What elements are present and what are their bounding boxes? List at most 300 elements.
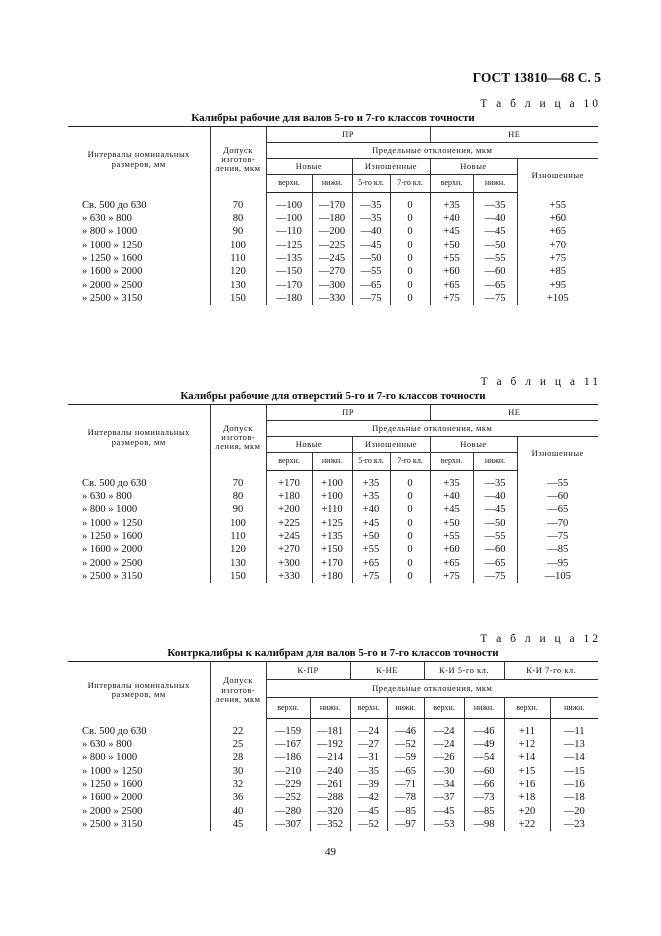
header-upper: верхн. — [350, 698, 387, 719]
table-cell: +15 — [504, 765, 550, 778]
table-cell: —75 — [473, 570, 517, 583]
table-cell: +20 — [504, 805, 550, 818]
header-worn: Изношенные — [352, 159, 430, 175]
header-tolerance: Допуск изготовления, мкм — [210, 662, 266, 719]
table-cell: —40 — [352, 226, 390, 239]
table-cell: 0 — [390, 212, 430, 225]
table-cell: +245 — [266, 530, 312, 543]
table-cell: 0 — [390, 570, 430, 583]
table-cell: —34 — [424, 778, 464, 791]
table-cell: 28 — [210, 752, 266, 765]
table-cell: +35 — [430, 193, 473, 213]
table-cell: +135 — [312, 530, 352, 543]
table-label: Т а б л и ц а 10 — [480, 98, 601, 110]
table-row — [68, 791, 598, 804]
table-cell: +60 — [549, 213, 566, 225]
table-cell: —73 — [464, 791, 504, 804]
data-table — [68, 404, 598, 583]
table-cell: —252 — [266, 791, 310, 804]
table-cell: —18 — [563, 792, 585, 804]
header-lower: нижн. — [310, 698, 350, 719]
table-body — [68, 471, 598, 584]
row-interval: » 1600 » 2000 — [68, 543, 210, 556]
table-cell: —52 — [387, 738, 424, 751]
table-cell: +100 — [312, 490, 352, 503]
header-deviations: Предельные отклонения, мкм — [266, 680, 598, 698]
table-cell: —13 — [563, 739, 585, 751]
table-cell: —150 — [266, 265, 312, 278]
table-cell: —300 — [312, 279, 352, 292]
table-cell: 0 — [390, 557, 430, 570]
header-deviations: Предельные отклонения, мкм — [266, 143, 598, 159]
table-cell: —50 — [473, 517, 517, 530]
table-cell: —42 — [350, 791, 387, 804]
header-new: Новые — [430, 437, 517, 453]
table-cell: 0 — [390, 530, 430, 543]
table-cell: —39 — [350, 778, 387, 791]
table-cell: 120 — [210, 543, 266, 556]
table-body — [68, 193, 598, 306]
header-new: Новые — [430, 159, 517, 175]
row-interval: » 800 » 1000 — [68, 504, 210, 517]
data-table — [68, 661, 598, 831]
table-cell: 0 — [390, 292, 430, 305]
header-upper: верхн. — [266, 453, 312, 471]
table-cell: —181 — [310, 719, 350, 739]
table-cell: —320 — [310, 805, 350, 818]
table-row — [68, 557, 598, 570]
table-cell: 100 — [210, 239, 266, 252]
table-cell: 110 — [210, 252, 266, 265]
table-title: Калибры рабочие для валов 5-го и 7-го классов точности — [191, 112, 475, 124]
table-cell: —60 — [464, 765, 504, 778]
header-upper: верхн. — [430, 453, 473, 471]
table-row — [68, 805, 598, 818]
table-cell: +55 — [430, 530, 473, 543]
table-cell: 120 — [210, 265, 266, 278]
table-row — [68, 212, 598, 225]
table-cell: +40 — [430, 490, 473, 503]
table-cell: 0 — [390, 226, 430, 239]
table-cell: 80 — [210, 212, 266, 225]
group-header: НЕ — [430, 405, 598, 421]
header-intervals: Интервалы номинальных размеров, мм — [68, 405, 210, 471]
table-cell: 70 — [210, 193, 266, 213]
table-cell: —75 — [352, 292, 390, 305]
table-cell: +45 — [430, 504, 473, 517]
table-cell: +50 — [352, 530, 390, 543]
table-cell: +45 — [430, 226, 473, 239]
data-table — [68, 126, 598, 305]
table-cell: +22 — [504, 818, 550, 831]
table-cell: —65 — [387, 765, 424, 778]
table-cell: 32 — [210, 778, 266, 791]
table-cell: —45 — [352, 239, 390, 252]
table-cell: 90 — [210, 226, 266, 239]
table-cell: —50 — [352, 252, 390, 265]
table-cell: —229 — [266, 778, 310, 791]
header-worn: Изношенные — [531, 448, 584, 459]
table-cell: +180 — [266, 490, 312, 503]
table-cell: —50 — [473, 239, 517, 252]
table-row — [68, 752, 598, 765]
header-upper: верхн. — [424, 698, 464, 719]
group-header: К-ПР — [266, 662, 350, 680]
table-cell: —125 — [266, 239, 312, 252]
table-cell: 22 — [210, 719, 266, 739]
header-class5: 5-го кл. — [352, 453, 390, 471]
header-new: Новые — [266, 159, 352, 175]
table-cell: —214 — [310, 752, 350, 765]
header-new: Новые — [266, 437, 352, 453]
table-cell: —60 — [473, 543, 517, 556]
header-upper: верхн. — [430, 175, 473, 193]
table-cell: +65 — [430, 557, 473, 570]
row-interval: » 800 » 1000 — [68, 226, 210, 239]
table-cell: —225 — [312, 239, 352, 252]
table-cell: 130 — [210, 279, 266, 292]
header-lower: нижн. — [473, 453, 517, 471]
table-cell: +270 — [266, 543, 312, 556]
table-cell: —280 — [266, 805, 310, 818]
table-cell: +100 — [312, 471, 352, 491]
table-cell: +11 — [504, 719, 550, 739]
table-cell: —55 — [473, 252, 517, 265]
table-cell: —60 — [473, 265, 517, 278]
table-cell: 0 — [390, 193, 430, 213]
table-row — [68, 471, 598, 491]
table-cell: 30 — [210, 765, 266, 778]
table-label: Т а б л и ц а 12 — [480, 633, 601, 645]
table-cell: —270 — [312, 265, 352, 278]
table-cell: —30 — [424, 765, 464, 778]
table-cell: —97 — [387, 818, 424, 831]
table-cell: +170 — [266, 471, 312, 491]
table-cell: 80 — [210, 490, 266, 503]
table-cell: —352 — [310, 818, 350, 831]
header-lower: нижн. — [312, 175, 352, 193]
table-cell: +65 — [430, 279, 473, 292]
table-cell: —100 — [266, 193, 312, 213]
table-cell: +55 — [549, 199, 566, 211]
table-cell: +65 — [549, 226, 566, 238]
table-row — [68, 239, 598, 252]
table-cell: +16 — [504, 778, 550, 791]
table-cell: 110 — [210, 530, 266, 543]
table-cell: —70 — [547, 517, 569, 529]
table-cell: +170 — [312, 557, 352, 570]
table-cell: —35 — [473, 193, 517, 213]
table-cell: +35 — [352, 490, 390, 503]
table-cell: 0 — [390, 252, 430, 265]
table-cell: —35 — [352, 212, 390, 225]
table-cell: 25 — [210, 738, 266, 751]
table-row — [68, 818, 598, 831]
table-cell: 0 — [390, 504, 430, 517]
table-row — [68, 490, 598, 503]
table-row — [68, 193, 598, 213]
table-cell: +35 — [352, 471, 390, 491]
header-intervals: Интервалы номинальных размеров, мм — [68, 127, 210, 193]
table-cell: —85 — [387, 805, 424, 818]
table-cell: +50 — [430, 517, 473, 530]
table-cell: —98 — [464, 818, 504, 831]
table-cell: +180 — [312, 570, 352, 583]
table-cell: —167 — [266, 738, 310, 751]
table-cell: +95 — [549, 279, 566, 291]
row-interval: » 630 » 800 — [68, 738, 210, 751]
table-row — [68, 226, 598, 239]
table-cell: —105 — [544, 570, 571, 582]
table-cell: —16 — [563, 779, 585, 791]
table-cell: +150 — [312, 543, 352, 556]
table-cell: —40 — [473, 212, 517, 225]
row-interval: » 2000 » 2500 — [68, 279, 210, 292]
table-cell: +110 — [312, 504, 352, 517]
table-cell: +35 — [430, 471, 473, 491]
table-cell: —71 — [387, 778, 424, 791]
table-cell: —35 — [350, 765, 387, 778]
row-interval: » 1000 » 1250 — [68, 517, 210, 530]
table-cell: —37 — [424, 791, 464, 804]
table-cell: —78 — [387, 791, 424, 804]
table-title: Калибры рабочие для отверстий 5-го и 7-го классов точности — [180, 390, 486, 402]
header-class7: 7-го кл. — [390, 453, 430, 471]
table-cell: —180 — [266, 292, 312, 305]
header-tolerance: Допуск изготовления, мкм — [210, 127, 266, 193]
table-cell: —31 — [350, 752, 387, 765]
row-interval: Св. 500 до 630 — [68, 193, 210, 213]
table-cell: —26 — [424, 752, 464, 765]
row-interval: » 1250 » 1600 — [68, 252, 210, 265]
table-cell: —52 — [350, 818, 387, 831]
row-interval: » 1250 » 1600 — [68, 778, 210, 791]
table-row — [68, 292, 598, 305]
table-cell: —330 — [312, 292, 352, 305]
table-cell: —46 — [464, 719, 504, 739]
table-cell: —35 — [352, 193, 390, 213]
table-cell: 150 — [210, 292, 266, 305]
table-cell: —240 — [310, 765, 350, 778]
header-upper: верхн. — [266, 698, 310, 719]
header-upper: верхн. — [504, 698, 550, 719]
table-cell: —27 — [350, 738, 387, 751]
table-cell: 70 — [210, 471, 266, 491]
table-cell: 130 — [210, 557, 266, 570]
header-class7: 7-го кл. — [390, 175, 430, 193]
table-cell: 40 — [210, 805, 266, 818]
table-cell: —192 — [310, 738, 350, 751]
table-cell: —65 — [473, 557, 517, 570]
table-cell: 0 — [390, 265, 430, 278]
table-cell: 0 — [390, 517, 430, 530]
table-cell: +85 — [549, 266, 566, 278]
table-cell: —288 — [310, 791, 350, 804]
table-cell: +55 — [430, 252, 473, 265]
table-row — [68, 252, 598, 265]
table-cell: —170 — [312, 193, 352, 213]
table-row — [68, 719, 598, 739]
table-cell: —45 — [473, 226, 517, 239]
row-interval: » 1250 » 1600 — [68, 530, 210, 543]
row-interval: » 1000 » 1250 — [68, 765, 210, 778]
table-cell: —307 — [266, 818, 310, 831]
table-cell: —65 — [473, 279, 517, 292]
table-body — [68, 719, 598, 832]
table-cell: 0 — [390, 490, 430, 503]
table-cell: +14 — [504, 752, 550, 765]
table-cell: —55 — [352, 265, 390, 278]
row-interval: » 630 » 800 — [68, 490, 210, 503]
row-interval: » 1000 » 1250 — [68, 239, 210, 252]
table-cell: —135 — [266, 252, 312, 265]
header-lower: нижн. — [473, 175, 517, 193]
table-cell: 45 — [210, 818, 266, 831]
group-header: ПР — [266, 127, 430, 143]
table-cell: —20 — [563, 805, 585, 817]
group-header: ПР — [266, 405, 430, 421]
table-cell: —14 — [563, 752, 585, 764]
table-cell: +225 — [266, 517, 312, 530]
table-cell: —45 — [350, 805, 387, 818]
table-row — [68, 265, 598, 278]
table-cell: —23 — [563, 818, 585, 830]
header-class5: 5-го кл. — [352, 175, 390, 193]
table-cell: +300 — [266, 557, 312, 570]
row-interval: » 2500 » 3150 — [68, 818, 210, 831]
table-cell: —46 — [387, 719, 424, 739]
header-deviations: Предельные отклонения, мкм — [266, 421, 598, 437]
table-cell: 36 — [210, 791, 266, 804]
group-header: НЕ — [430, 127, 598, 143]
table-cell: —65 — [352, 279, 390, 292]
header-lower: нижн. — [464, 698, 504, 719]
header-lower: нижн. — [387, 698, 424, 719]
table-cell: —66 — [464, 778, 504, 791]
table-cell: —180 — [312, 212, 352, 225]
page-header: ГОСТ 13810—68 С. 5 — [472, 70, 601, 85]
table-cell: —261 — [310, 778, 350, 791]
table-cell: —59 — [387, 752, 424, 765]
table-cell: —200 — [312, 226, 352, 239]
table-cell: —245 — [312, 252, 352, 265]
row-interval: Св. 500 до 630 — [68, 719, 210, 739]
header-worn: Изношенные — [352, 437, 430, 453]
table-cell: —60 — [547, 491, 569, 503]
table-row — [68, 765, 598, 778]
table-cell: —45 — [424, 805, 464, 818]
header-tolerance: Допуск изготовления, мкм — [210, 405, 266, 471]
table-cell: +65 — [352, 557, 390, 570]
table-cell: —45 — [473, 504, 517, 517]
table-cell: —11 — [563, 725, 585, 737]
table-label: Т а б л и ц а 11 — [480, 376, 601, 388]
table-cell: —40 — [473, 490, 517, 503]
table-cell: —210 — [266, 765, 310, 778]
table-cell: +45 — [352, 517, 390, 530]
table-cell: —24 — [424, 719, 464, 739]
table-cell: +60 — [430, 543, 473, 556]
table-cell: 90 — [210, 504, 266, 517]
table-cell: +40 — [352, 504, 390, 517]
table-cell: —55 — [547, 477, 569, 489]
table-cell: +70 — [549, 239, 566, 251]
table-cell: —85 — [464, 805, 504, 818]
table-row — [68, 778, 598, 791]
table-cell: —24 — [424, 738, 464, 751]
table-cell: +60 — [430, 265, 473, 278]
table-title: Контркалибры к калибрам для валов 5-го и 7-го классов точности — [167, 647, 499, 659]
table-row — [68, 570, 598, 583]
table-row — [68, 504, 598, 517]
table-cell: +75 — [352, 570, 390, 583]
table-cell: —159 — [266, 719, 310, 739]
row-interval: » 2500 » 3150 — [68, 292, 210, 305]
table-cell: —75 — [473, 292, 517, 305]
table-cell: —186 — [266, 752, 310, 765]
table-cell: 0 — [390, 471, 430, 491]
header-worn: Изношенные — [531, 170, 584, 181]
table-cell: —54 — [464, 752, 504, 765]
table-row — [68, 738, 598, 751]
table-cell: 150 — [210, 570, 266, 583]
table-cell: +50 — [430, 239, 473, 252]
table-cell: —95 — [547, 557, 569, 569]
table-cell: +55 — [352, 543, 390, 556]
table-cell: 100 — [210, 517, 266, 530]
table-row — [68, 517, 598, 530]
table-cell: —110 — [266, 226, 312, 239]
table-cell: —35 — [473, 471, 517, 491]
table-cell: —15 — [563, 765, 585, 777]
table-row — [68, 279, 598, 292]
table-cell: —49 — [464, 738, 504, 751]
table-cell: —75 — [547, 531, 569, 543]
row-interval: » 2000 » 2500 — [68, 557, 210, 570]
table-cell: —100 — [266, 212, 312, 225]
row-interval: » 1600 » 2000 — [68, 265, 210, 278]
table-cell: +75 — [430, 292, 473, 305]
table-cell: +18 — [504, 791, 550, 804]
table-cell: 0 — [390, 279, 430, 292]
header-lower: нижн. — [550, 698, 598, 719]
row-interval: » 630 » 800 — [68, 212, 210, 225]
group-header: К-И 5-го кл. — [424, 662, 504, 680]
table-cell: +200 — [266, 504, 312, 517]
group-header: К-И 7-го кл. — [504, 662, 598, 680]
table-cell: +125 — [312, 517, 352, 530]
table-cell: —53 — [424, 818, 464, 831]
table-cell: —24 — [350, 719, 387, 739]
table-row — [68, 530, 598, 543]
table-cell: +40 — [430, 212, 473, 225]
row-interval: » 1600 » 2000 — [68, 791, 210, 804]
row-interval: » 2000 » 2500 — [68, 805, 210, 818]
header-intervals: Интервалы номинальных размеров, мм — [68, 662, 210, 719]
table-cell: +330 — [266, 570, 312, 583]
page-number: 49 — [325, 846, 336, 858]
row-interval: Св. 500 до 630 — [68, 471, 210, 491]
table-row — [68, 543, 598, 556]
row-interval: » 800 » 1000 — [68, 752, 210, 765]
table-cell: —65 — [547, 504, 569, 516]
table-cell: +12 — [504, 738, 550, 751]
table-cell: 0 — [390, 239, 430, 252]
table-cell: —85 — [547, 544, 569, 556]
table-cell: 0 — [390, 543, 430, 556]
table-cell: +105 — [546, 292, 569, 304]
row-interval: » 2500 » 3150 — [68, 570, 210, 583]
